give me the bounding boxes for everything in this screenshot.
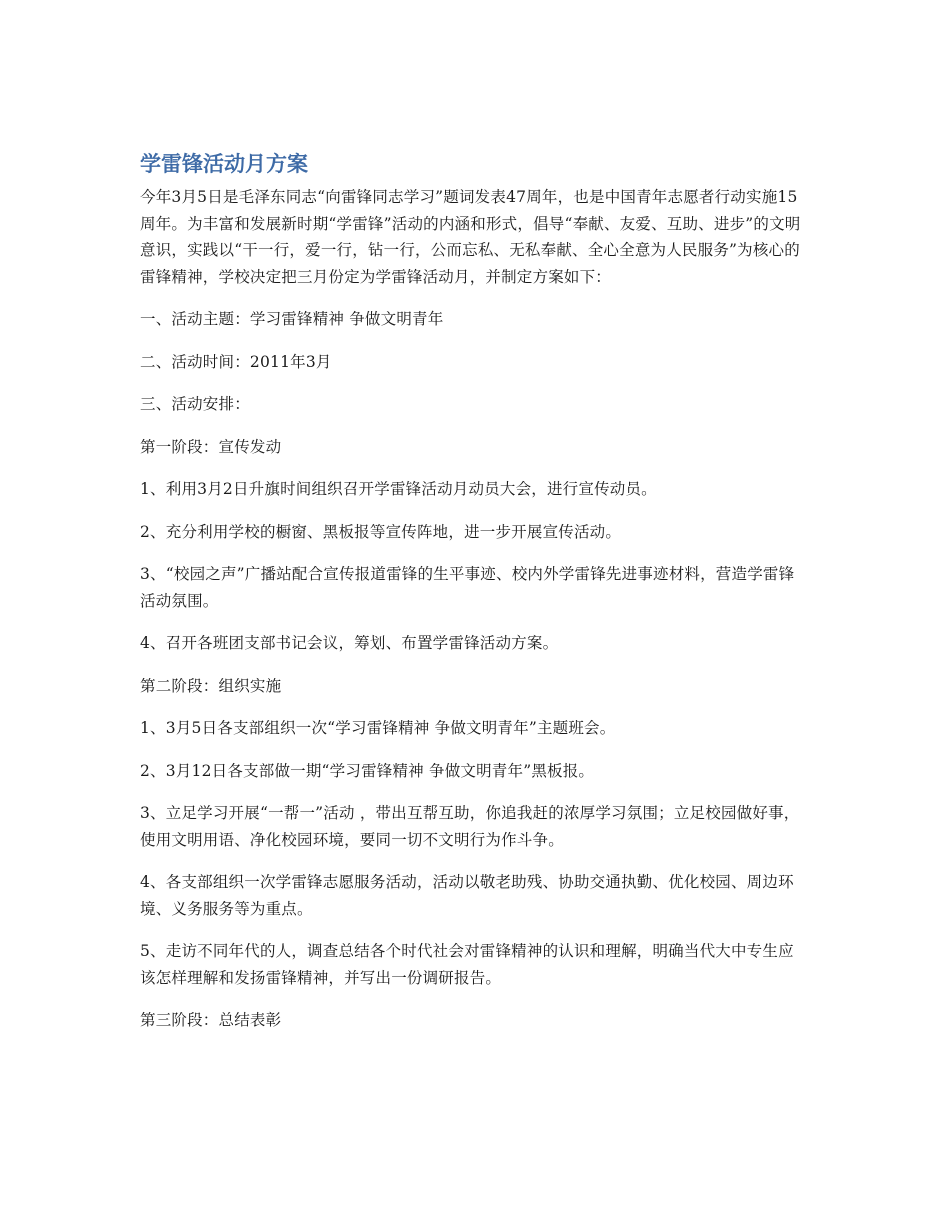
stage-two-heading: 第二阶段：组织实施 bbox=[140, 676, 282, 695]
intro-paragraph: 今年3月5日是毛泽东同志“向雷锋同志学习”题词发表47周年，也是中国青年志愿者行动实施15周年。为丰富和发展新时期“学雷锋”活动的内涵和形式，倡导“奉献、友爱、互助、进步”的文明意识，实践以“干一行，爱一行，钻一行，公而忘私、无私奉献、全心全意为人民服务”为核心的雷锋精神，学校决定把三月份定为学雷锋活动月，并制定方案如下： bbox=[140, 188, 801, 286]
stage-one-item-3: 3、“校园之声”广播站配合宣传报道雷锋的生平事迹、校内外学雷锋先进事迹材料，营造学雷锋活动氛围。 bbox=[140, 565, 795, 610]
stage-one-item-2: 2、充分利用学校的橱窗、黑板报等宣传阵地，进一步开展宣传活动。 bbox=[140, 522, 622, 541]
activity-theme: 一、活动主题：学习雷锋精神 争做文明青年 bbox=[140, 310, 444, 328]
activity-time: 二、活动时间：2011年3月 bbox=[140, 352, 332, 371]
stage-two-item-5: 5、走访不同年代的人，调查总结各个时代社会对雷锋精神的认识和理解，明确当代大中专生应该怎样理解和发扬雷锋精神，并写出一份调研报告。 bbox=[140, 942, 794, 987]
stage-two-item-1: 1、3月5日各支部组织一次“学习雷锋精神 争做文明青年”主题班会。 bbox=[140, 719, 616, 737]
stage-one-item-4: 4、召开各班团支部书记会议，筹划、布置学雷锋活动方案。 bbox=[140, 634, 559, 652]
stage-two-item-3: 3、立足学习开展“一帮一”活动 ，带出互帮互助，你追我赶的浓厚学习氛围；立足校园做好事，使用文明用语、净化校园环境，要同一切不文明行为作斗争。 bbox=[140, 804, 800, 849]
stage-three-heading: 第三阶段：总结表彰 bbox=[140, 1011, 282, 1029]
stage-two-item-4: 4、各支部组织一次学雷锋志愿服务活动，活动以敬老助残、协助交通执勤、优化校园、周边环境、义务服务等为重点。 bbox=[140, 873, 794, 918]
document-title: 学雷锋活动月方案 bbox=[140, 152, 308, 176]
stage-one-item-1: 1、利用3月2日升旗时间组织召开学雷锋活动月动员大会，进行宣传动员。 bbox=[140, 480, 657, 498]
stage-two-item-2: 2、3月12日各支部做一期“学习雷锋精神 争做文明青年”黑板报。 bbox=[140, 761, 595, 780]
activity-arrangement-heading: 三、活动安排： bbox=[140, 395, 250, 413]
document-page bbox=[140, 148, 808, 1050]
stage-one-heading: 第一阶段：宣传发动 bbox=[140, 437, 282, 456]
